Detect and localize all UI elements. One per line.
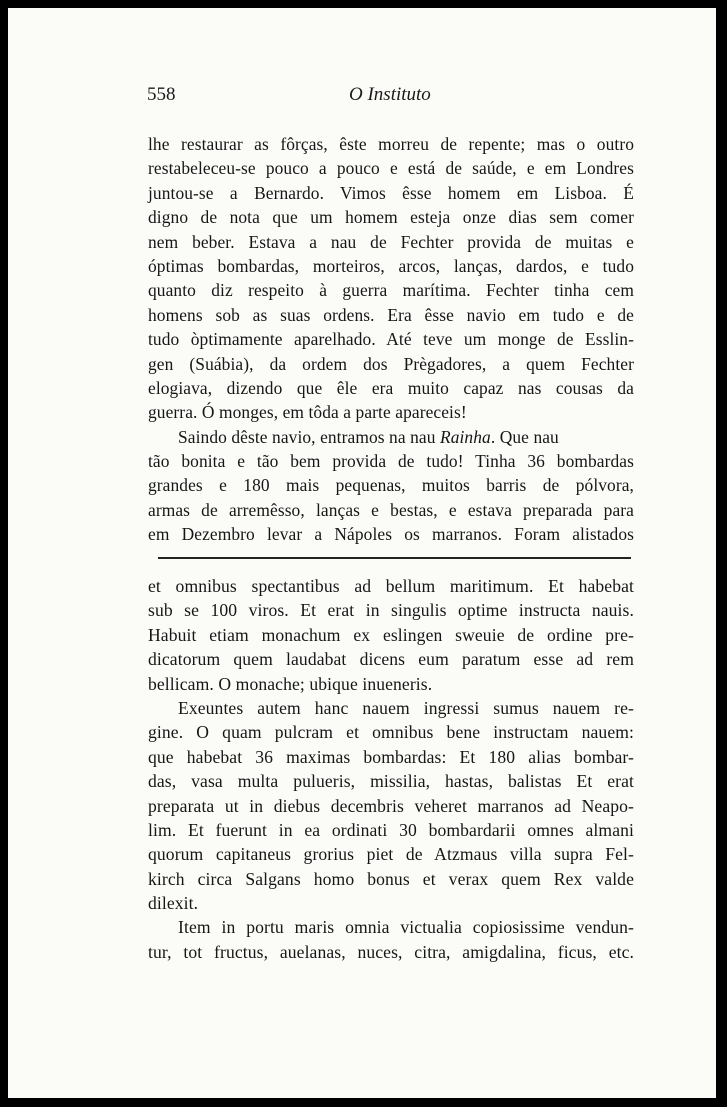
text-line: bellicam. O monache; ubique inueneris. bbox=[148, 673, 433, 694]
text-line: et omnibus spectantibus ad bellum maritimum. Et habebat bbox=[148, 576, 634, 596]
text-line: que habebat 36 maximas bombardas: Et 180 alias bombar- bbox=[148, 746, 634, 767]
text-line: das, vasa multa pulueris, missilia, hastas, balistas Et erat bbox=[148, 771, 634, 792]
ship-name: Rainha bbox=[439, 426, 491, 447]
text-line: óptimas bombardas, morteiros, arcos, lanças, dardos, e tudo bbox=[148, 255, 634, 276]
text-line: gine. O quam pulcram et omnibus bene instructam nauem: bbox=[148, 722, 634, 743]
footnote-divider bbox=[158, 557, 631, 559]
text-line: kirch circa Salgans homo bonus et verax quem Rex valde bbox=[148, 868, 634, 889]
text-line: homens sob as suas ordens. Era êsse navio em tudo e de bbox=[148, 304, 634, 325]
text-line: tão bonita e tão bem provida de tudo! Tinha 36 bombardas bbox=[148, 451, 634, 472]
text-line: gen (Suábia), da ordem dos Prègadores, a quem Fechter bbox=[148, 353, 634, 374]
text-line: Habuit etiam monachum ex eslingen sweuie de ordine pre- bbox=[148, 624, 634, 645]
text-line: armas de arremêsso, lanças e bestas, e estava preparada para bbox=[148, 499, 634, 520]
text-line: guerra. Ó monges, em tôda a parte apareceis! bbox=[148, 402, 467, 423]
portuguese-translation bbox=[148, 132, 634, 547]
text-line: quorum capitaneus grorius piet de Atzmaus villa supra Fel- bbox=[148, 844, 634, 865]
text-line bbox=[148, 425, 634, 449]
text-line: restabeleceu-se pouco a pouco e está de saúde, e em Londres bbox=[148, 158, 634, 179]
text-line: dilexit. bbox=[148, 893, 199, 914]
text-line: quanto diz respeito à guerra marítima. Fechter tinha cem bbox=[148, 280, 634, 301]
text-line: lim. Et fuerunt in ea ordinati 30 bombardarii omnes almani bbox=[148, 819, 634, 840]
text-segment: Saindo dêste navio, entramos na nau bbox=[178, 426, 440, 447]
text-line: lhe restaurar as fôrças, êste morreu de repente; mas o outro bbox=[148, 134, 634, 154]
text-line: dicatorum quem laudabat dicens eum paratum esse ad rem bbox=[148, 649, 634, 670]
text-line: grandes e 180 mais pequenas, muitos barris de pólvora, bbox=[148, 475, 634, 496]
text-line: nem beber. Estava a nau de Fechter provida de muitas e bbox=[148, 231, 634, 252]
text-line: digno de nota que um homem esteja onze dias sem comer bbox=[148, 207, 634, 228]
text-line: tudo òptimamente aparelhado. Até teve um monge de Esslin- bbox=[148, 329, 634, 350]
text-line: tur, tot fructus, auelanas, nuces, citra, amigdalina, ficus, etc. bbox=[148, 941, 634, 962]
text-line: Item in portu maris omnia victualia copiosissime vendun- bbox=[178, 917, 634, 938]
text-line: em Dezembro levar a Nápoles os marranos. Foram alistados bbox=[148, 524, 634, 545]
text-line: juntou-se a Bernardo. Vimos êsse homem em Lisboa. É bbox=[148, 182, 634, 203]
text-line: sub se 100 viros. Et erat in singulis optime instructa nauis. bbox=[148, 600, 634, 621]
page-number: 558 bbox=[147, 84, 176, 105]
text-line: preparata ut in diebus decembris veheret marranos ad Neapo- bbox=[148, 795, 634, 816]
text-line: elogiava, dizendo que êle era muito capaz nas cousas da bbox=[148, 377, 634, 398]
page-header bbox=[147, 84, 633, 112]
book-page bbox=[8, 8, 716, 1098]
latin-original bbox=[148, 574, 634, 964]
text-segment: . Que nau bbox=[490, 426, 559, 447]
running-title: O Instituto bbox=[349, 84, 431, 105]
text-line: Exeuntes autem hanc nauem ingressi sumus nauem re- bbox=[178, 697, 634, 718]
